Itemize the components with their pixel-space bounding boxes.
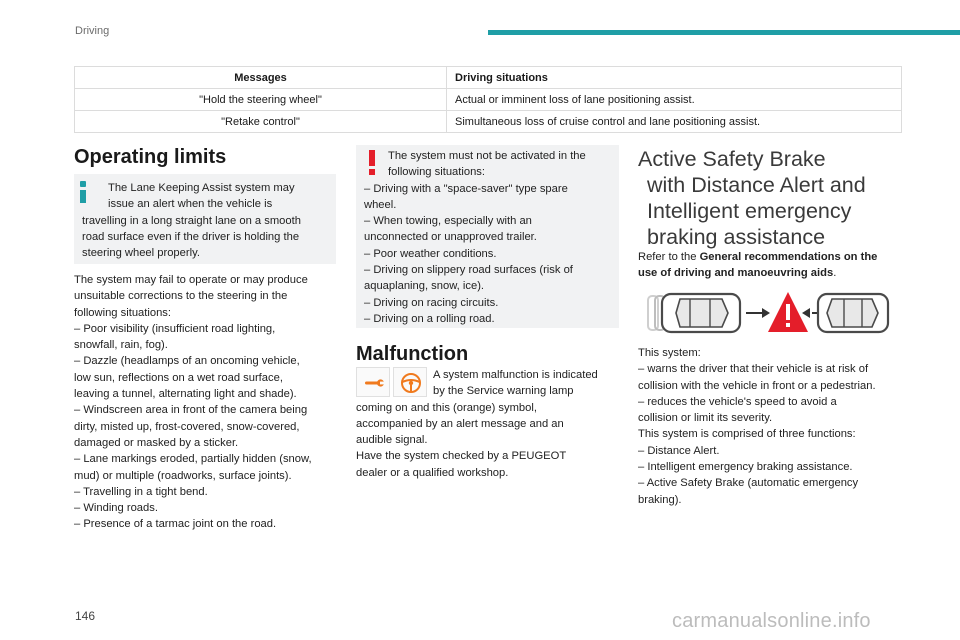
text-line: – Lane markings eroded, partially hidden (snow, <box>74 453 312 466</box>
text-line: unsuitable corrections to the steering in the <box>74 290 288 303</box>
operating-limits-text <box>74 272 344 533</box>
text-line: A system malfunction is indicated <box>433 369 598 381</box>
text-line: braking). <box>638 493 682 506</box>
title-line: Active Safety Brake <box>638 147 826 171</box>
title-line: with Distance Alert and <box>647 173 866 197</box>
text-line: – Dazzle (headlamps of an oncoming vehicle, <box>74 355 300 368</box>
text-line: – Intelligent emergency braking assistance. <box>638 461 853 474</box>
text-line: This system: <box>638 347 701 359</box>
text-line: mud) or multiple (roadworks, surface joints). <box>74 469 292 482</box>
watermark: carmanualsonline.info <box>672 610 871 632</box>
info-note-line: travelling in a long straight lane on a smooth <box>82 214 301 227</box>
text-line: coming on and this (orange) symbol, <box>356 401 537 414</box>
warning-exclamation-icon <box>368 150 376 174</box>
table-header-messages: Messages <box>75 67 447 89</box>
car-rear-left-icon <box>648 294 740 332</box>
warning-line: wheel. <box>364 198 397 211</box>
warning-line: unconnected or unapproved trailer. <box>364 231 537 244</box>
warning-line: – Driving with a "space-saver" type spare <box>364 182 568 195</box>
malfunction-text <box>356 367 626 481</box>
info-note-line: The Lane Keeping Assist system may <box>108 182 295 194</box>
refer-link-text: use of driving and manoeuvring aids <box>638 267 834 280</box>
collision-warning-illustration <box>646 290 892 336</box>
text-line: Have the system checked by a PEUGEOT <box>356 450 567 463</box>
operating-limits-heading: Operating limits <box>74 146 227 168</box>
left-arrow <box>746 308 770 318</box>
text-line: leaving a tunnel, alternating light and shade). <box>74 388 297 401</box>
warning-line: – When towing, especially with an <box>364 215 532 228</box>
table-cell-message: "Hold the steering wheel" <box>75 89 447 111</box>
warning-note-box <box>356 145 619 328</box>
active-safety-brake-title <box>638 146 938 250</box>
table-header-driving-situations: Driving situations <box>447 67 902 89</box>
refer-prefix: Refer to the <box>638 251 700 263</box>
warning-line: – Poor weather conditions. <box>364 247 497 260</box>
running-header: Driving <box>75 25 110 37</box>
text-line: audible signal. <box>356 434 428 447</box>
text-line: – Winding roads. <box>74 502 158 515</box>
text-line: dealer or a qualified workshop. <box>356 466 509 479</box>
text-line: – reduces the vehicle's speed to avoid a <box>638 395 837 408</box>
text-line: collision or limit its severity. <box>638 412 773 425</box>
text-line: – Active Safety Brake (automatic emergency <box>638 477 859 490</box>
warning-line: – Driving on racing circuits. <box>364 296 499 309</box>
refer-paragraph <box>638 249 913 282</box>
table-header-row <box>75 67 902 89</box>
text-line: – Poor visibility (insufficient road lighting, <box>74 322 276 335</box>
text-line: following situations: <box>74 306 172 319</box>
active-safety-text <box>638 345 908 508</box>
refer-suffix: . <box>833 267 837 280</box>
warning-line: aquaplaning, snow, ice). <box>364 280 485 293</box>
header-accent-rule <box>488 30 960 35</box>
text-line: collision with the vehicle in front or a pedestrian. <box>638 379 876 392</box>
text-line: – Travelling in a tight bend. <box>74 485 208 498</box>
title-line: braking assistance <box>647 225 826 249</box>
car-front-right-icon <box>818 294 888 332</box>
info-note-line: steering wheel properly. <box>82 247 200 260</box>
info-note-line: road surface even if the driver is holding the <box>82 230 300 243</box>
text-line: This system is comprised of three functions: <box>638 428 856 441</box>
warning-line: – Driving on a rolling road. <box>364 312 495 325</box>
warning-line: following situations: <box>388 166 486 179</box>
text-line: dirty, misted up, frost-covered, snow-covered, <box>74 420 300 433</box>
table-row <box>75 89 902 111</box>
text-line: – Presence of a tarmac joint on the road. <box>74 518 277 531</box>
warning-line: The system must not be activated in the <box>388 150 586 162</box>
table-cell-situation: Actual or imminent loss of lane positioning assist. <box>447 89 902 111</box>
table-cell-message: "Retake control" <box>75 111 447 133</box>
text-line: accompanied by an alert message and an <box>356 417 564 430</box>
refer-link-text: General recommendations on the <box>699 251 878 263</box>
info-note-box <box>74 174 336 264</box>
text-line: – Distance Alert. <box>638 444 720 457</box>
messages-table <box>74 66 902 133</box>
text-line: – Windscreen area in front of the camera being <box>74 404 308 417</box>
table-cell-situation: Simultaneous loss of cruise control and lane positioning assist. <box>447 111 902 133</box>
title-line: Intelligent emergency <box>647 199 852 223</box>
text-line: damaged or masked by a sticker. <box>74 436 239 449</box>
text-line: The system may fail to operate or may produce <box>74 274 308 286</box>
text-line: by the Service warning lamp <box>433 385 574 398</box>
table-row <box>75 111 902 133</box>
warning-line: – Driving on slippery road surfaces (risk of <box>364 264 573 277</box>
text-line: – warns the driver that their vehicle is at risk of <box>638 363 869 376</box>
warning-triangle-icon <box>768 292 808 332</box>
text-line: low sun, reflections on a wet road surface, <box>74 371 283 384</box>
info-note-line: issue an alert when the vehicle is <box>108 198 273 211</box>
page-number: 146 <box>75 609 96 623</box>
info-icon <box>80 181 86 203</box>
malfunction-heading: Malfunction <box>356 343 469 365</box>
text-line: snowfall, rain, fog). <box>74 339 168 352</box>
